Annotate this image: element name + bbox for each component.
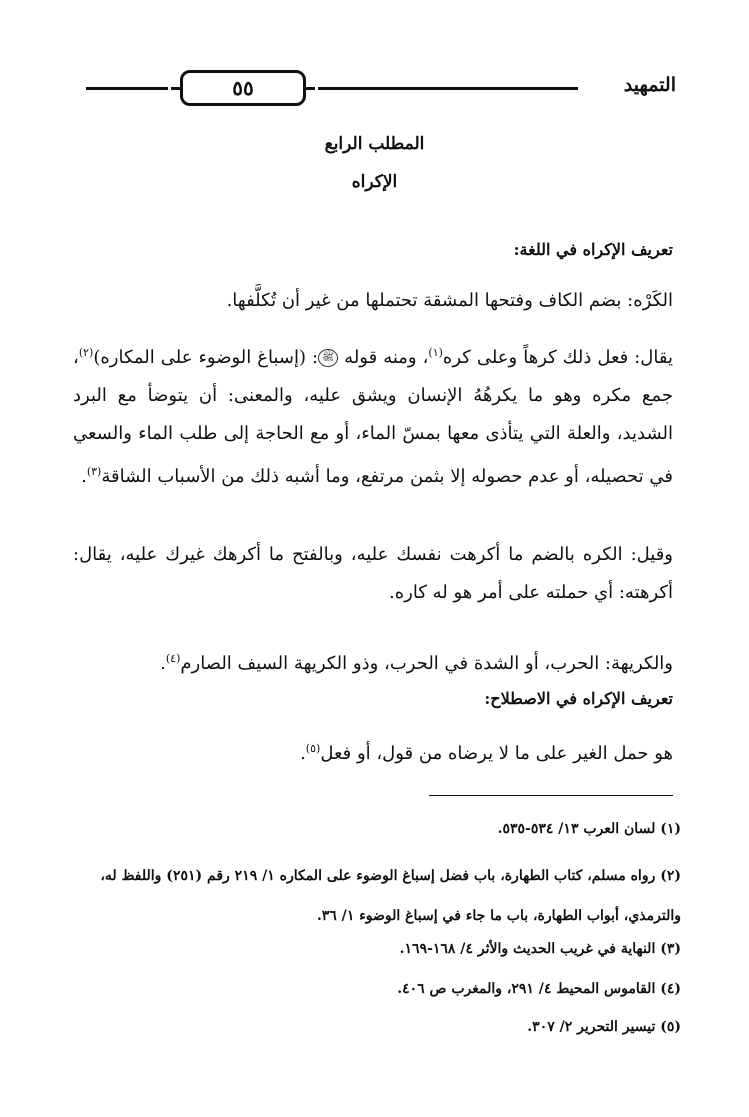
footnote-ref-5: (٥) xyxy=(305,742,321,755)
paragraph-text: . xyxy=(81,466,87,487)
footnote-2: (٢) رواه مسلم، كتاب الطهارة، باب فضل إسباغ الوضوء على المكاره ١/ ٢١٩ رقم (٢٥١) واللفظ له، والترمذي، أبواب الطهارة، باب ما جاء في إسباغ الوضوء ١/ ٣٦. xyxy=(100,868,681,924)
footnote-4: (٤) القاموس المحيط ٤/ ٢٩١، والمغرب ص ٤٠٦. xyxy=(397,981,681,997)
paragraph-text: . xyxy=(300,743,306,764)
paragraph-text: . xyxy=(160,653,166,674)
footnote-ref-1: (١) xyxy=(428,346,443,359)
lang-definition-paragraph-1: الكَرْه: بضم الكاف وفتحها المشقة تحتملها من غير أن تُكلَّفها. xyxy=(226,290,673,311)
lang-definition-paragraph-3: وقيل: الكره بالضم ما أكرهت نفسك عليه، وبالفتح ما أكرهك غيرك عليه، يقال: أكرهته: أي حملته على أمر هو له كاره. xyxy=(73,544,673,603)
paragraph-text: : (إسباغ الوضوء على المكاره) xyxy=(93,347,319,368)
term-definition-paragraph xyxy=(73,730,673,773)
lang-definition-heading: تعريف الإكراه في اللغة: xyxy=(513,240,673,259)
footnote-ref-3: (٣) xyxy=(86,465,102,478)
footnote-5: (٥) تيسير التحرير ٢/ ٣٠٧. xyxy=(527,1019,681,1035)
page-number: ٥٥ xyxy=(180,70,306,106)
paragraph-text: هو حمل الغير على ما لا يرضاه من قول، أو فعل xyxy=(320,743,673,764)
section-heading: المطلب الرابع xyxy=(324,134,425,154)
header-rule-end xyxy=(86,87,168,90)
footnote-separator xyxy=(429,795,673,796)
running-header xyxy=(86,68,676,112)
footnote-3: (٣) النهاية في غريب الحديث والأثر ٤/ ١٦٨-١٦٩. xyxy=(399,941,681,957)
footnote-ref-2: (٢) xyxy=(78,346,94,359)
paragraph-text: والكريهة: الحرب، أو الشدة في الحرب، وذو الكريهة السيف الصارم xyxy=(180,653,673,674)
lang-definition-paragraph-2 xyxy=(73,334,673,496)
footnote-1: (١) لسان العرب ١٣/ ٥٣٤-٥٣٥. xyxy=(497,821,681,837)
paragraph-text: ، جمع مكره وهو ما يكرهُهُ الإنسان ويشق عليه، والمعنى: أن يتوضأ مع البرد الشديد، والعلة التي يتأذى معها بمسّ الماء، أو مع الحاجة إلى طلب الماء والسعي في تحصيله، أو عدم حصوله إلا بثمن مرتفع، وما أشبه ذلك من الأسباب الشاقة xyxy=(73,347,673,487)
header-rule xyxy=(318,87,578,90)
lang-definition-paragraph-4 xyxy=(73,640,673,683)
term-definition-heading: تعريف الإكراه في الاصطلاح: xyxy=(484,689,673,708)
footnote-ref-4: (٤) xyxy=(165,652,181,665)
section-subheading: الإكراه xyxy=(351,172,398,192)
paragraph-text: ، ومنه قوله xyxy=(344,347,429,368)
paragraph-text: يقال: فعل ذلك كرهاً وعلى كره xyxy=(442,347,673,368)
header-title: التمهيد xyxy=(623,74,676,96)
salla-glyph: ﷺ xyxy=(318,349,338,367)
